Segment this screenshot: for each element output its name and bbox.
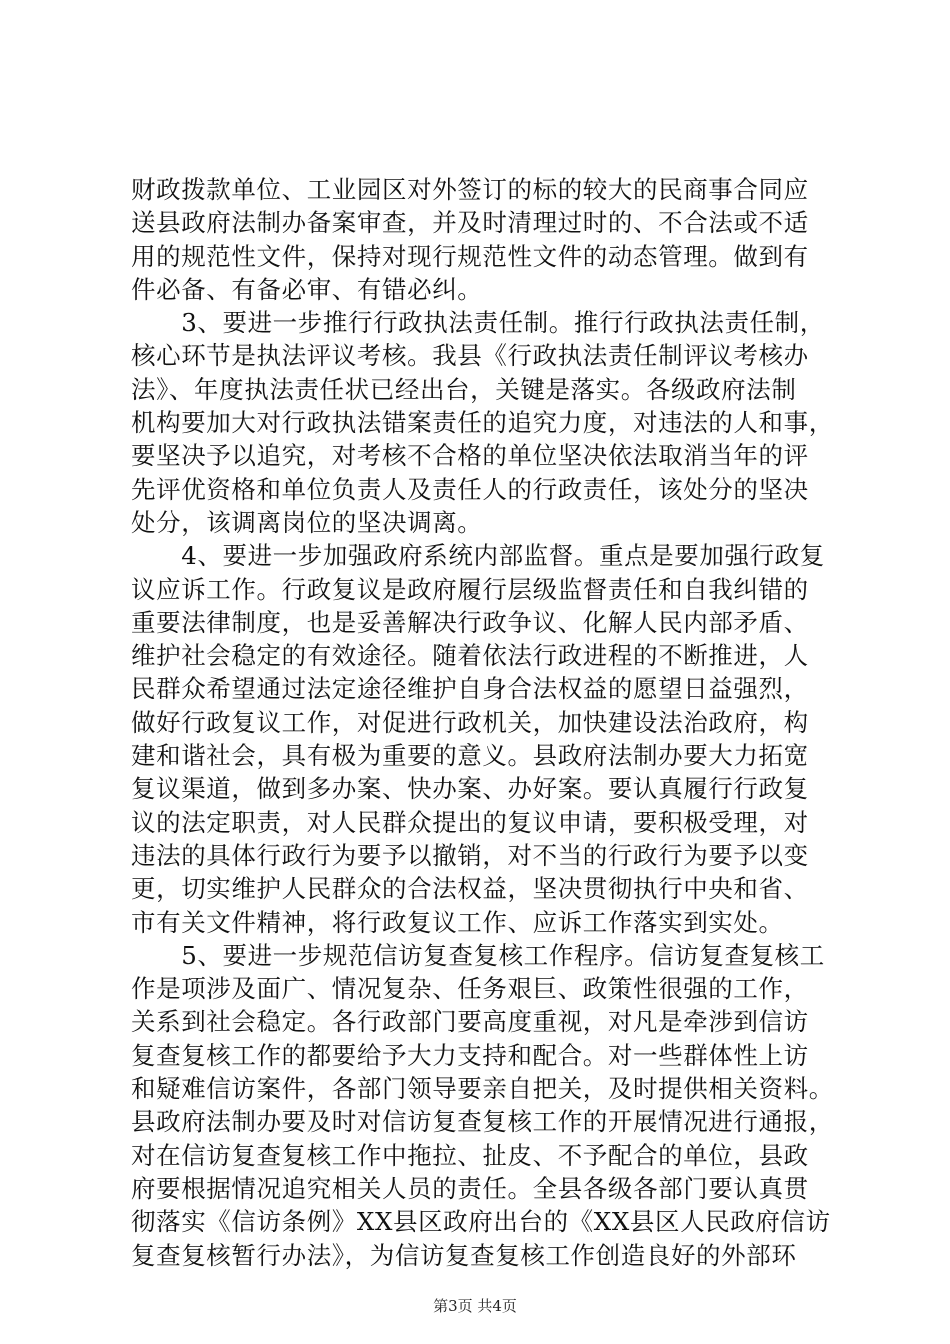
text-line: 处分，该调离岗位的坚决调离。 (131, 507, 483, 537)
text-line: 件必备、有备必审、有错必纠。 (131, 274, 483, 304)
text-line: 重要法律制度，也是妥善解决行政争议、化解人民内部矛盾、 (131, 607, 809, 637)
text-line: 复议渠道，做到多办案、快办案、办好案。要认真履行行政复 (131, 774, 809, 804)
page-footer: 第3页 共4页 (433, 1297, 517, 1315)
text-line: 关系到社会稳定。各行政部门要高度重视，对凡是牵涉到信访 (131, 1007, 809, 1037)
text-line: 府要根据情况追究相关人员的责任。全县各级各部门要认真贯 (131, 1173, 809, 1203)
text-line: 和疑难信访案件，各部门领导要亲自把关，及时提供相关资料。 (131, 1074, 834, 1104)
text-line: 3、要进一步推行行政执法责任制。推行行政执法责任制， (131, 308, 825, 338)
text-line: 议的法定职责，对人民群众提出的复议申请，要积极受理，对 (131, 807, 809, 837)
text-line: 彻落实《信访条例》XX县区政府出台的《XX县区人民政府信访 (131, 1207, 831, 1237)
document-body (131, 173, 834, 1272)
text-line: 先评优资格和单位负责人及责任人的行政责任，该处分的坚决 (131, 474, 809, 504)
text-line: 更，切实维护人民群众的合法权益，坚决贯彻执行中央和省、 (131, 874, 809, 904)
text-line: 建和谐社会，具有极为重要的意义。县政府法制办要大力拓宽 (131, 741, 809, 771)
text-line: 财政拨款单位、工业园区对外签订的标的较大的民商事合同应 (131, 175, 809, 204)
text-line: 机构要加大对行政执法错案责任的追究力度，对违法的人和事， (131, 408, 834, 438)
text-line: 复查复核工作的都要给予大力支持和配合。对一些群体性上访 (131, 1040, 809, 1070)
text-line: 作是项涉及面广、情况复杂、任务艰巨、政策性很强的工作， (131, 974, 809, 1004)
text-line: 做好行政复议工作，对促进行政机关，加快建设法治政府，构 (131, 707, 809, 737)
text-line: 送县政府法制办备案审查，并及时清理过时的、不合法或不适 (131, 208, 809, 238)
text-line: 市有关文件精神，将行政复议工作、应诉工作落实到实处。 (131, 907, 784, 937)
text-line: 议应诉工作。行政复议是政府履行层级监督责任和自我纠错的 (131, 574, 809, 604)
text-line: 对在信访复查复核工作中拖拉、扯皮、不予配合的单位，县政 (131, 1140, 809, 1170)
text-line: 法》、年度执法责任状已经出台，关键是落实。各级政府法制 (131, 374, 797, 404)
text-line: 4、要进一步加强政府系统内部监督。重点是要加强行政复 (131, 541, 825, 571)
text-line: 5、要进一步规范信访复查复核工作程序。信访复查复核工 (131, 940, 825, 970)
text-line: 违法的具体行政行为要予以撤销，对不当的行政行为要予以变 (131, 840, 809, 870)
text-line: 县政府法制办要及时对信访复查复核工作的开展情况进行通报， (131, 1107, 834, 1137)
text-line: 民群众希望通过法定途径维护自身合法权益的愿望日益强烈， (131, 674, 809, 704)
text-line: 维护社会稳定的有效途径。随着依法行政进程的不断推进，人 (131, 641, 809, 671)
text-line: 要坚决予以追究，对考核不合格的单位坚决依法取消当年的评 (131, 441, 809, 471)
text-line: 用的规范性文件，保持对现行规范性文件的动态管理。做到有 (131, 241, 809, 271)
text-line: 复查复核暂行办法》，为信访复查复核工作创造良好的外部环 (131, 1240, 797, 1270)
text-line: 核心环节是执法评议考核。我县《行政执法责任制评议考核办 (131, 341, 809, 371)
